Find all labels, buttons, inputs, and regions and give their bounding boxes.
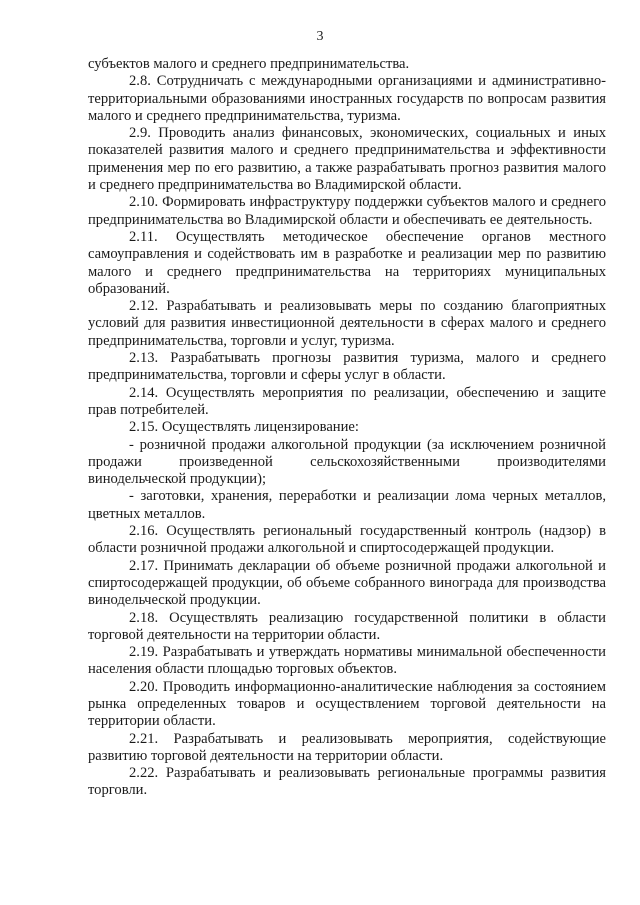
paragraph: - розничной продажи алкогольной продукции (за исключением розничной продажи произведенной сельскохозяйственными производителями винодельческой продукции); xyxy=(88,436,606,488)
paragraph: 2.21. Разрабатывать и реализовывать мероприятия, содействующие развитию торговой деятельности на территории области. xyxy=(88,730,606,764)
paragraph: 2.16. Осуществлять региональный государственный контроль (надзор) в области розничной продажи алкогольной и спиртосодержащей продукции. xyxy=(88,523,606,557)
page-number: 3 xyxy=(316,29,324,44)
paragraph: 2.14. Осуществлять мероприятия по реализации, обеспечению и защите прав потребителей. xyxy=(88,384,606,418)
document-body xyxy=(88,56,606,800)
paragraph: 2.19. Разрабатывать и утверждать нормативы минимальной обеспеченности населения области площадью торговых объектов. xyxy=(88,644,606,678)
paragraph: 2.13. Разрабатывать прогнозы развития туризма, малого и среднего предпринимательства, торговли и сферы услуг в области. xyxy=(88,350,606,384)
paragraph: субъектов малого и среднего предпринимательства. xyxy=(88,56,410,72)
paragraph: 2.10. Формировать инфраструктуру поддержки субъектов малого и среднего предпринимательства во Владимирской области и обеспечивать ее деятельность. xyxy=(88,194,606,228)
paragraph: 2.17. Принимать декларации об объеме розничной продажи алкогольной и спиртосодержащей продукции, об объеме собранного винограда для производства винодельческой продукции. xyxy=(88,557,606,609)
paragraph: 2.22. Разрабатывать и реализовывать региональные программы развития торговли. xyxy=(88,765,606,799)
paragraph: 2.9. Проводить анализ финансовых, экономических, социальных и иных показателей развития малого и среднего предпринимательства и эффективности применения мер по его развитию, а также разрабатывать прогноз развития малого и среднего предпринимательства во Владимирской области. xyxy=(88,125,606,194)
paragraph: - заготовки, хранения, переработки и реализации лома черных металлов, цветных металлов. xyxy=(88,488,606,522)
paragraph: 2.8. Сотрудничать с международными организациями и административно-территориальными образованиями иностранных государств по вопросам развития малого и среднего предпринимательства, туризма. xyxy=(88,73,606,124)
paragraph: 2.18. Осуществлять реализацию государственной политики в области торговой деятельности на территории области. xyxy=(88,609,606,643)
paragraph: 2.11. Осуществлять методическое обеспечение органов местного самоуправления и содействовать им в разработке и реализации мер по развитию малого и среднего предпринимательства на территориях муниципальных образований. xyxy=(88,228,606,297)
paragraph: 2.20. Проводить информационно-аналитические наблюдения за состоянием рынка определенных товаров и осуществлением торговой деятельности на территории области. xyxy=(88,678,606,730)
paragraph: 2.12. Разрабатывать и реализовывать меры по созданию благоприятных условий для развития инвестиционной деятельности в сферах малого и среднего предпринимательства, торговли и услуг, туризма. xyxy=(88,298,606,349)
paragraph: 2.15. Осуществлять лицензирование: xyxy=(129,419,359,436)
